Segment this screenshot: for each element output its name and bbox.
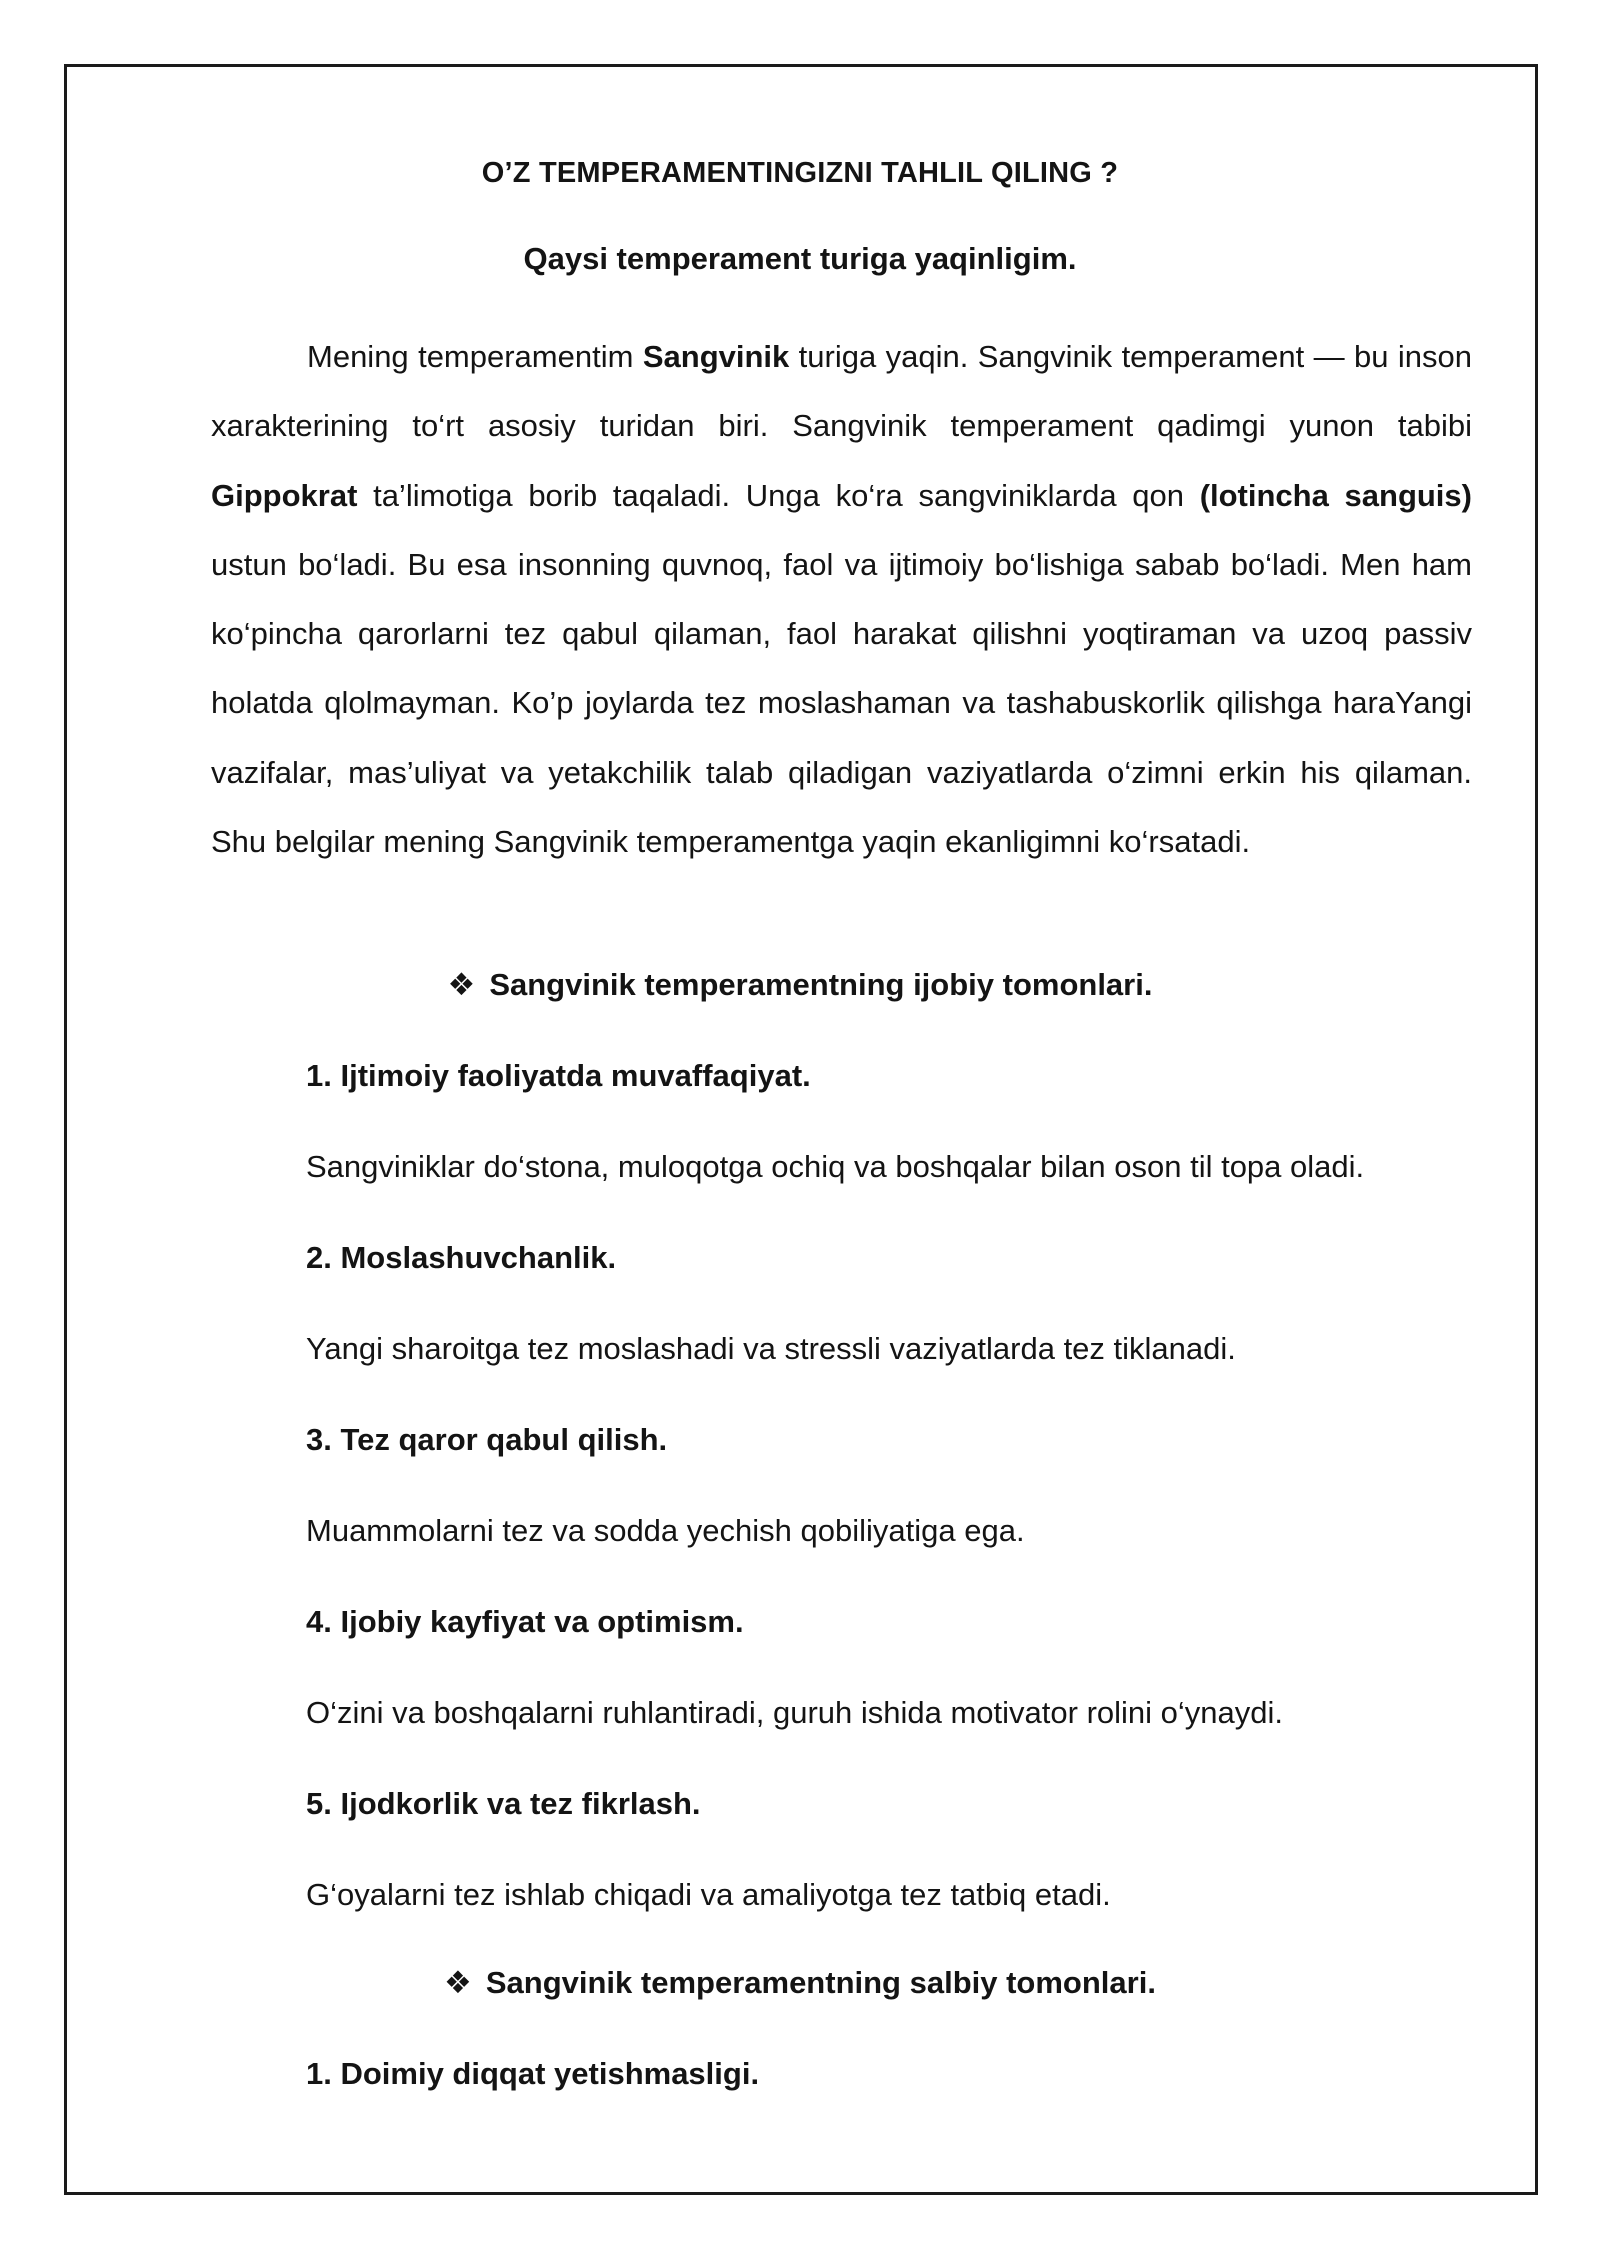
intro-paragraph: [211, 322, 1472, 876]
section-heading-text: Sangvinik temperamentning ijobiy tomonlari.: [489, 967, 1153, 1002]
diamond-bullet-icon: ❖: [447, 967, 476, 1003]
document-title: O’Z TEMPERAMENTINGIZNI TAHLIL QILING ?: [481, 157, 1119, 189]
paragraph-bold-term: Sangvinik: [642, 339, 790, 374]
positive-section-heading: [0, 967, 1600, 1003]
paragraph-text: ta’limotiga borib taqaladi. Unga ko‘ra sangviniklarda qon: [357, 477, 1200, 513]
negative-item-title: 1. Doimiy diqqat yetishmasligi.: [306, 2056, 760, 2091]
positive-item-title: 2. Moslashuvchanlik.: [306, 1240, 617, 1275]
negative-section-heading: [0, 1965, 1600, 2001]
positive-item-title: 3. Tez qaror qabul qilish.: [306, 1422, 668, 1457]
paragraph-bold-term: Gippokrat: [211, 477, 358, 513]
positive-item-description: Sangviniklar do‘stona, muloqotga ochiq va boshqalar bilan oson til topa oladi.: [306, 1149, 1365, 1184]
positive-item-description: G‘oyalarni tez ishlab chiqadi va amaliyotga tez tatbiq etadi.: [306, 1877, 1111, 1912]
document-subtitle: Qaysi temperament turiga yaqinligim.: [523, 241, 1077, 276]
positive-item-description: Muammolarni tez va sodda yechish qobiliyatiga ega.: [306, 1513, 1025, 1548]
positive-item-description: Yangi sharoitga tez moslashadi va stressli vaziyatlarda tez tiklanadi.: [306, 1331, 1236, 1366]
paragraph-bold-term: (lotincha sanguis): [1199, 477, 1472, 513]
positive-item-description: O‘zini va boshqalarni ruhlantiradi, guruh ishida motivator rolini o‘ynaydi.: [306, 1695, 1283, 1730]
positive-item-title: 5. Ijodkorlik va tez fikrlash.: [306, 1786, 701, 1821]
section-heading-text: Sangvinik temperamentning salbiy tomonlari.: [485, 1965, 1156, 2000]
paragraph-text: Mening temperamentim: [307, 339, 643, 374]
paragraph-text: ustun bo‘ladi. Bu esa insonning quvnoq, faol va ijtimoiy bo‘lishiga sabab bo‘ladi. Men ham ko‘pincha qarorlarni tez qabul qilaman, faol harakat qilishni yoqtiraman va uzoq passiv holatda qlolmayman. Ko’p joylarda tez moslashaman va tashabuskorlik qilishga haraYangi vazifalar, mas’uliyat va yetakchilik talab qiladigan vaziyatlarda o‘zimni erkin his qilaman. Shu belgilar mening Sangvinik temperamentga yaqin ekanligimni ko‘rsatadi.: [211, 546, 1472, 860]
positive-item-title: 1. Ijtimoiy faoliyatda muvaffaqiyat.: [306, 1058, 811, 1093]
paragraph-text: turiga yaqin. Sangvinik temperament — bu inson xarakterining to‘rt asosiy turidan biri. Sangvinik temperament qadimgi yunon tabibi: [211, 339, 1473, 444]
diamond-bullet-icon: ❖: [444, 1965, 472, 2001]
positive-item-title: 4. Ijobiy kayfiyat va optimism.: [306, 1604, 744, 1639]
